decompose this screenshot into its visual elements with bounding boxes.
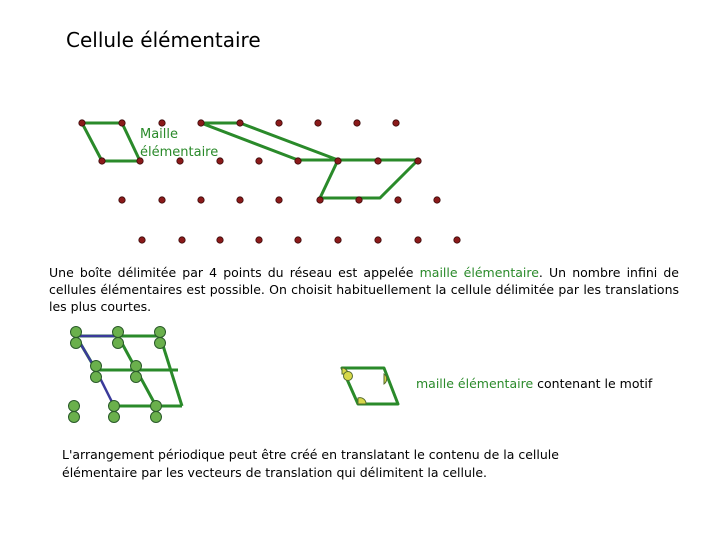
motif-atom (71, 327, 82, 338)
motif-caption-after: contenant le motif (533, 376, 653, 391)
lattice-point (415, 158, 421, 164)
motif-atom (113, 338, 124, 349)
lattice-point (415, 237, 421, 243)
maille-label-line1: Maille (140, 127, 179, 142)
motif-atom (344, 372, 353, 381)
lattice-point (237, 120, 243, 126)
motif-caption (416, 376, 652, 391)
lattice-point (315, 120, 321, 126)
motif-atom (155, 327, 166, 338)
motif-atom (109, 401, 120, 412)
paragraph-definition (49, 264, 679, 315)
motif-atom (131, 361, 142, 372)
lattice-point (139, 237, 145, 243)
motif-atom (151, 412, 162, 423)
lattice-point (375, 158, 381, 164)
unit-cell-outline (201, 123, 338, 160)
lattice-point (217, 237, 223, 243)
lattice-point (276, 197, 282, 203)
motif-atom (91, 361, 102, 372)
lattice-point (256, 158, 262, 164)
lattice-point (434, 197, 440, 203)
lattice-point (295, 158, 301, 164)
lattice-point (354, 120, 360, 126)
motif-atom (113, 327, 124, 338)
motif-atom (69, 412, 80, 423)
motif-atom (91, 372, 102, 383)
paragraph1-after: . Un nombre infini de cellules élémentaires est possible. On choisit habituellement la cellule délimitée par les translations les plus courtes. (49, 265, 679, 314)
lattice-point (454, 237, 460, 243)
maille-label-line2: élémentaire (140, 145, 219, 160)
motif-atom (69, 401, 80, 412)
lattice-point (99, 158, 105, 164)
lattice-point (237, 197, 243, 203)
motif-atom (155, 338, 166, 349)
lattice-point (335, 237, 341, 243)
lattice-point (119, 120, 125, 126)
lattice-point (317, 197, 323, 203)
lattice-point (356, 197, 362, 203)
motif-atom (151, 401, 162, 412)
motif-atom-fragment (358, 398, 366, 404)
lattice-point (295, 237, 301, 243)
lattice-point (393, 120, 399, 126)
lattice-point (198, 197, 204, 203)
paragraph1-highlight: maille élémentaire (419, 265, 539, 280)
unit-cell-outline (320, 160, 418, 198)
lattice-point (335, 158, 341, 164)
unit-cell-outline (82, 123, 140, 161)
maille-label (140, 126, 218, 162)
lattice-point (79, 120, 85, 126)
motif-atom (71, 338, 82, 349)
lattice-point (119, 197, 125, 203)
motif-atom (131, 372, 142, 383)
paragraph1-before: Une boîte délimitée par 4 points du réseau est appelée (49, 265, 420, 280)
paragraph-translation: L'arrangement périodique peut être créé en translatant le contenu de la cellule élémentaire par les vecteurs de translation qui délimitent la cellule. (62, 447, 559, 480)
motif-caption-highlight: maille élémentaire (416, 376, 534, 391)
lattice-point (375, 237, 381, 243)
lattice-point (159, 197, 165, 203)
motif-atom (109, 412, 120, 423)
lattice-point (276, 120, 282, 126)
lattice-point (256, 237, 262, 243)
page-title: Cellule élémentaire (66, 28, 261, 52)
lattice-point (179, 237, 185, 243)
lattice-point (395, 197, 401, 203)
